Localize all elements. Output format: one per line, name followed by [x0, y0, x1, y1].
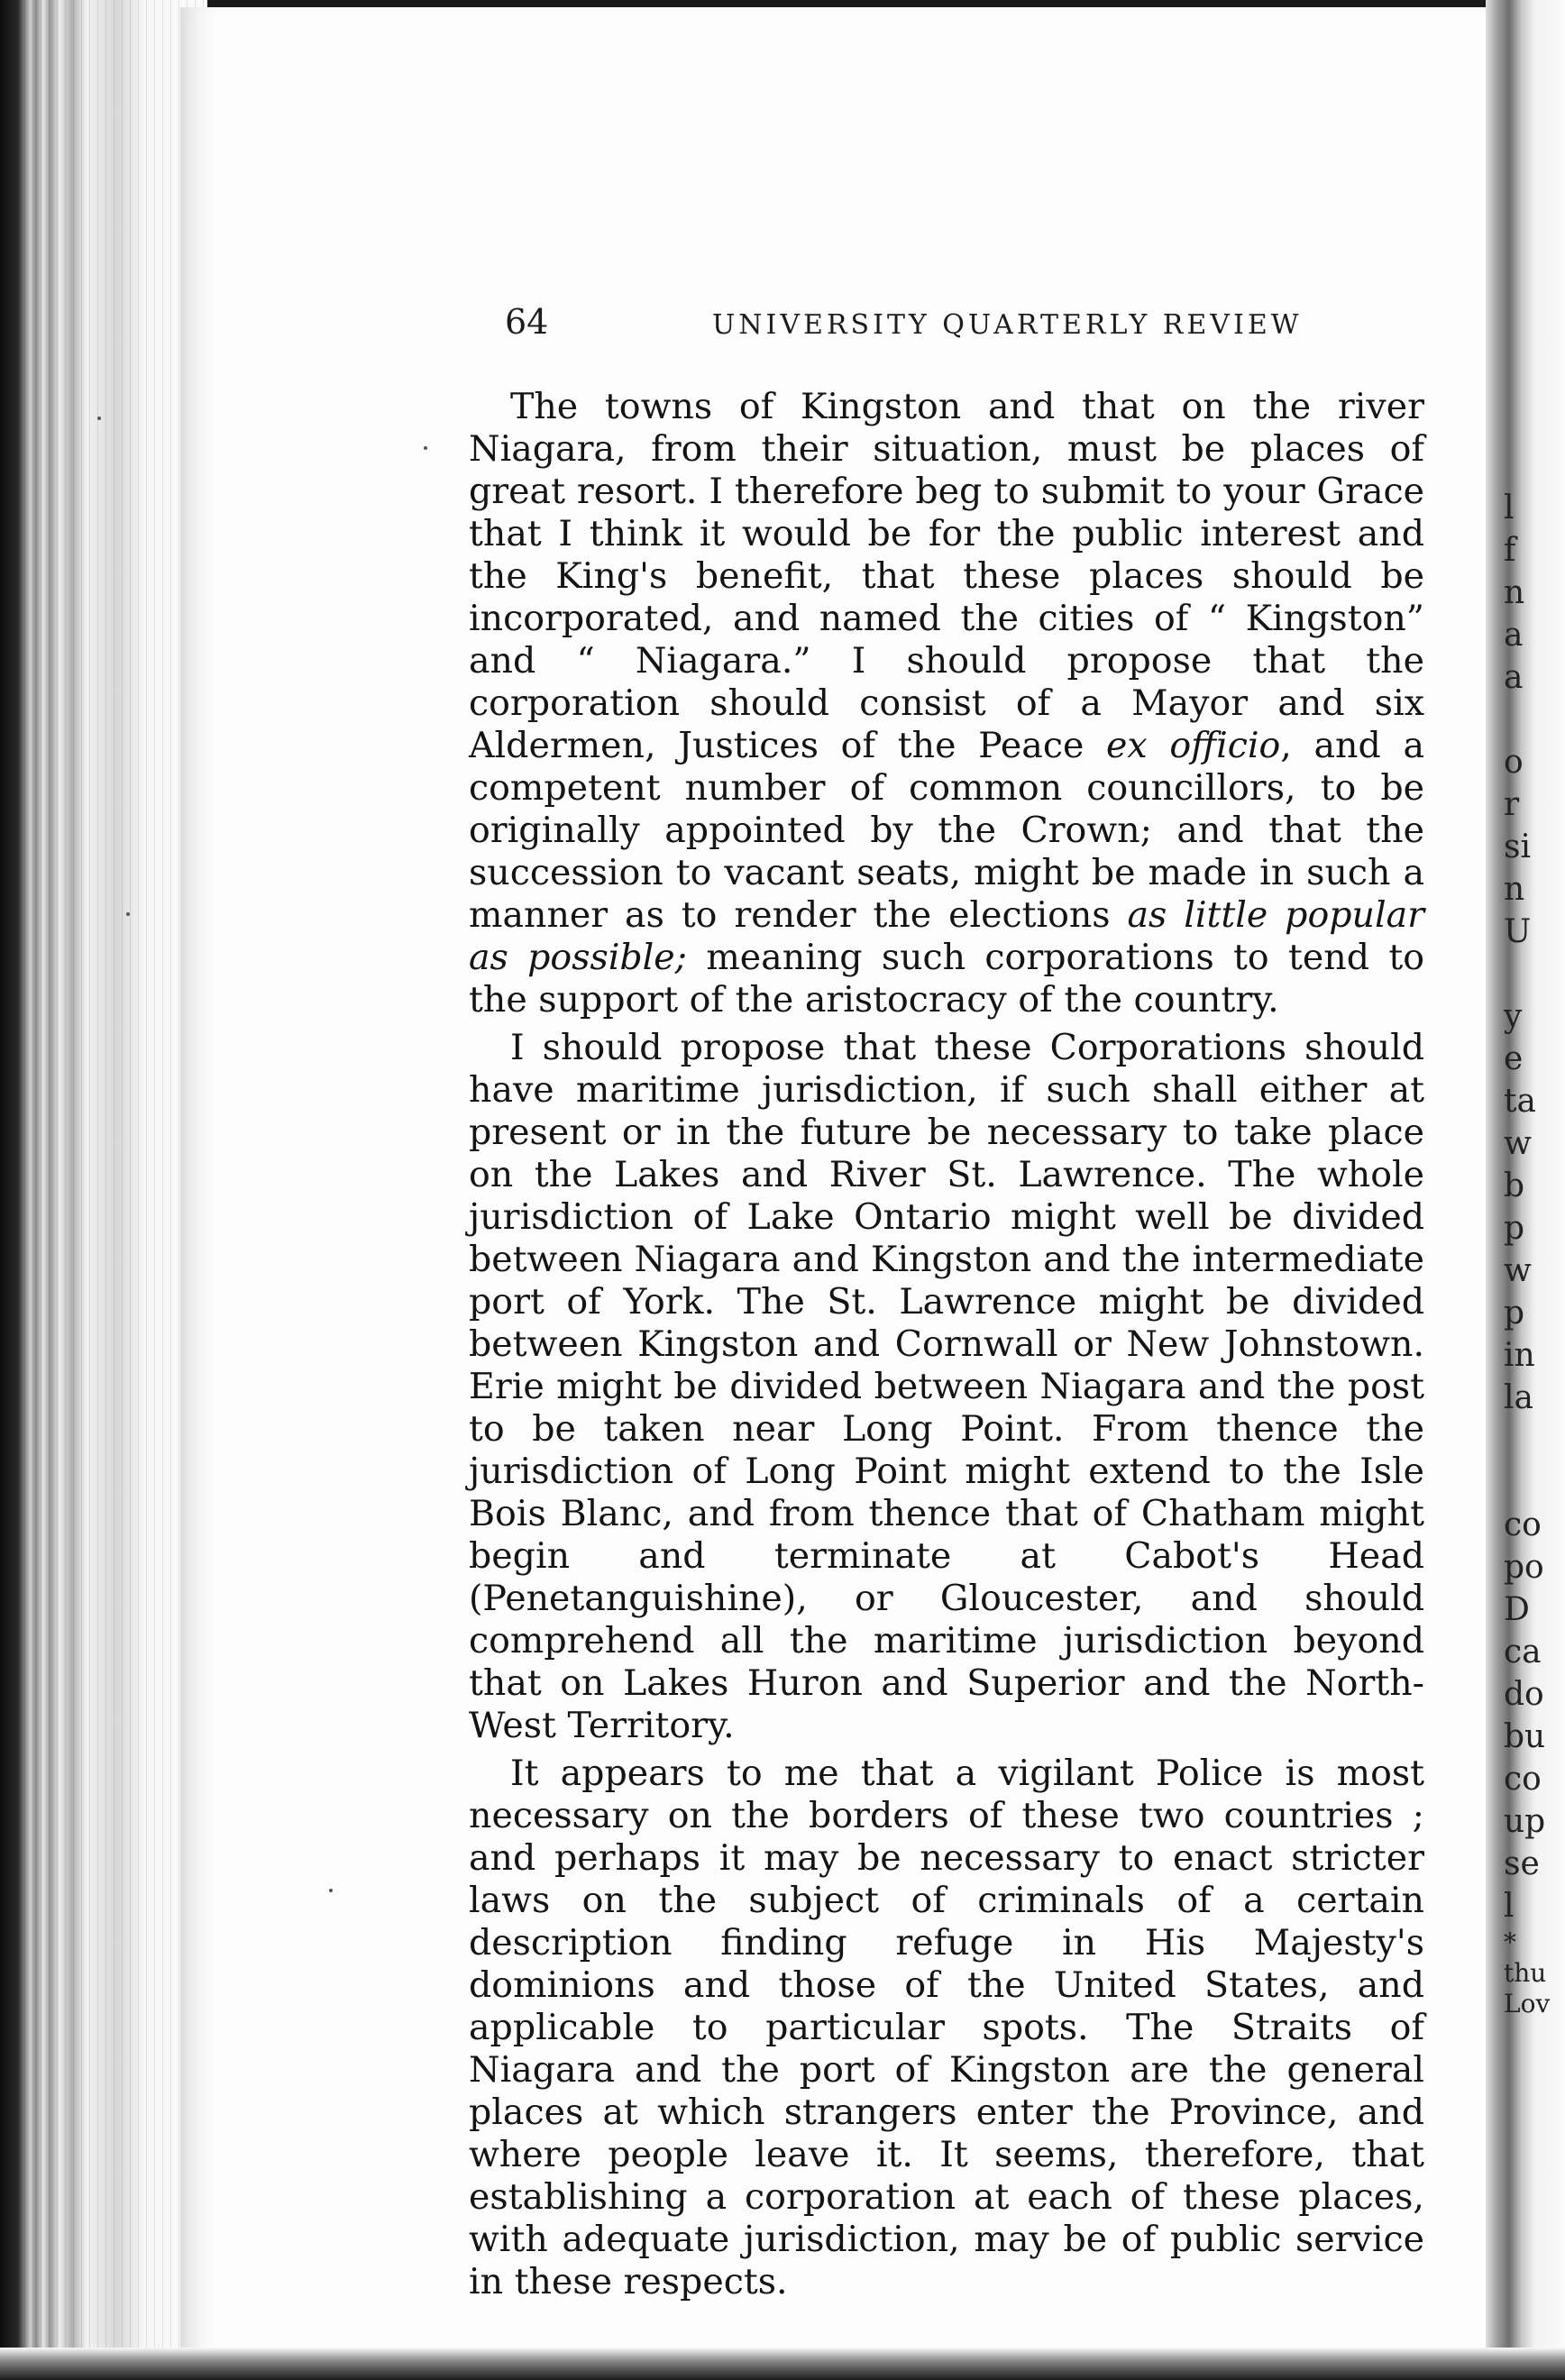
dust-speck — [424, 446, 427, 450]
fragment-line: po — [1504, 1549, 1544, 1586]
fragment-line: thu — [1504, 1958, 1547, 1988]
fragment-line: f — [1504, 532, 1516, 569]
fragment-line: in — [1504, 1337, 1535, 1374]
fragment-line: a — [1504, 659, 1524, 696]
page-bottom-edge — [0, 2348, 1565, 2380]
page-number: 64 — [505, 302, 549, 342]
fragment-line: o — [1504, 744, 1524, 781]
paragraph-3: It appears to me that a vigilant Police is most necessary on the borders of these two countries ; and perhaps it may be necessary to enact stricter laws on the subject of criminals of a certain description finding refuge in His Majesty's dominions and those of the United States, and applicable to particular spots. The Straits of Niagara and the port of Kingston are the general places at which strangers enter the Province, and where people leave it. It seems, therefore, that establishing a corporation at each of these places, with adequate jurisdiction, may be of public service in these respects. — [469, 1753, 1424, 2302]
body-text — [469, 386, 1424, 2303]
running-title: UNIVERSITY QUARTERLY REVIEW — [712, 309, 1303, 341]
fragment-line: si — [1504, 828, 1531, 865]
fragment-line: y — [1504, 998, 1523, 1035]
dust-speck — [126, 912, 130, 916]
fragment-line: a — [1504, 617, 1524, 654]
paragraph-1-italic-b: as little popular as possible; — [469, 894, 1425, 978]
fragment-line: do — [1504, 1676, 1544, 1713]
fragment-line: l — [1504, 490, 1515, 526]
page-edge-stack — [0, 0, 207, 2380]
fragment-line: p — [1504, 1210, 1525, 1247]
paragraph-2: I should propose that these Corporations should have maritime jurisdiction, if such shall either at present or in the future be necessary to take place on the Lakes and River St. Lawrence. The whole jurisdiction of Lake Ontario might well be divided between Niagara and Kingston and the intermediate port of York. The St. Lawrence might be divided between Kingston and Cornwall or New Johnstown. Erie might be divided between Niagara and the post to be taken near Long Point. From thence the jurisdiction of Long Point might extend to the Isle Bois Blanc, and from thence that of Chatham might begin and terminate at Cabot's Head (Penetanguishine), or Gloucester, and should comprehend all the maritime jurisdiction beyond that on Lakes Huron and Superior and the North-West Territory. — [469, 1027, 1424, 1746]
fragment-line: la — [1504, 1379, 1533, 1416]
fragment-line: co — [1504, 1506, 1542, 1543]
fragment-line: ta — [1504, 1083, 1536, 1120]
fragment-line: se — [1504, 1845, 1540, 1882]
fragment-line: ca — [1504, 1634, 1542, 1671]
fragment-line: e — [1504, 1040, 1524, 1077]
fragment-line: w — [1504, 1252, 1532, 1289]
fragment-line: Lov — [1504, 1989, 1551, 2018]
fragment-line: p — [1504, 1295, 1525, 1332]
paragraph-1-italic-a: ex officio — [1106, 725, 1281, 766]
fragment-line: D — [1504, 1591, 1530, 1628]
fragment-line: r — [1504, 786, 1520, 823]
paragraph-1-text: The towns of Kingston and that on the river Niagara, from their situation, must be places of great resort. I therefore beg to submit to your Grace that I think it would be for the public interest and the King's benefit, that these places should be incorporated, and named the cities of “ Kingston” and “ Niagara.” I should propose that the corporation should consist of a Mayor and six Aldermen, Justices of the Peace — [469, 386, 1424, 766]
fragment-line: bu — [1504, 1718, 1546, 1755]
fragment-line: w — [1504, 1125, 1532, 1162]
paragraph-1-text-c: meaning such corporations to tend to the support of the aristocracy of the country. — [469, 937, 1424, 1021]
dust-speck — [329, 1889, 333, 1892]
fragment-line: n — [1504, 574, 1525, 611]
fragment-line: n — [1504, 871, 1525, 908]
running-header — [505, 302, 1316, 356]
next-page-fragment — [1504, 487, 1565, 2019]
paragraph-1 — [469, 386, 1424, 1021]
fragment-line: U — [1504, 913, 1532, 950]
fragment-line: l — [1504, 1888, 1515, 1925]
fragment-line: * — [1504, 1927, 1516, 1957]
fragment-line: up — [1504, 1803, 1546, 1840]
fragment-line: co — [1504, 1761, 1542, 1798]
dust-speck — [97, 416, 101, 420]
fragment-line: b — [1504, 1167, 1525, 1204]
paragraph-1-text-b: , and a competent number of common councillors, to be originally appointed by the Crown; and that the succession to vacant seats, might be made in such a manner as to render the elections — [469, 725, 1424, 936]
